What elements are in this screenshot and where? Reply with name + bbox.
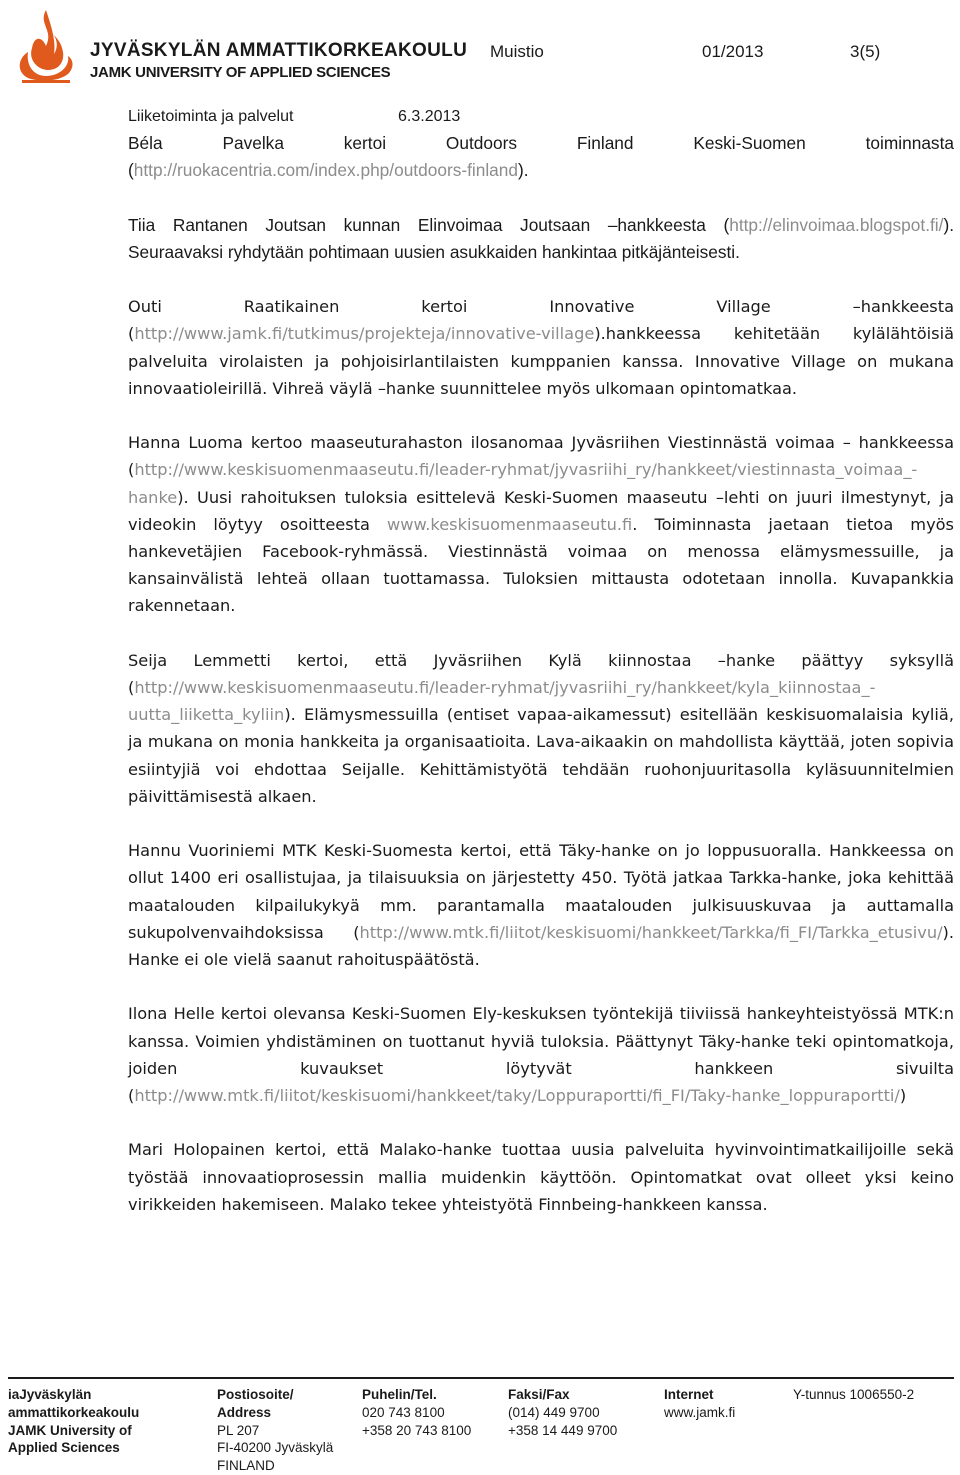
- link[interactable]: http://www.keskisuomenmaaseutu.fi/leader-ryhmat/jyvasriihi_ry/hankkeet/kyla_kiinnostaa_-uutta_liiketta_kyliin: [128, 678, 876, 725]
- link[interactable]: http://www.mtk.fi/liitot/keskisuomi/hankkeet/Tarkka/fi_FI/Tarkka_etusivu/: [359, 922, 943, 942]
- paragraph: Outi Raatikainen kertoi Innovative Village –hankkeesta (http://www.jamk.fi/tutkimus/projekteja/innovative-village).hankkeessa kehitetään kylälähtöisiä palveluita virolaisten ja pohjoisirlantilaisten kumppanien kanssa. Innovative Village on mukana innovaatioleirillä. Vihreä väylä –hanke suunnittelee myös ulkomaan opintomatkaa.: [128, 297, 954, 398]
- footer-business-id: Y-tunnus 1006550-2: [793, 1387, 915, 1402]
- link[interactable]: http://www.keskisuomenmaaseutu.fi/leader-ryhmat/jyvasriihi_ry/hankkeet/viestinnasta_voimaa_-hanke: [128, 460, 918, 507]
- footer-divider: [8, 1377, 954, 1379]
- paragraph: Seija Lemmetti kertoi, että Jyväsriihen Kylä kiinnostaa –hanke päättyy syksyllä (http://www.keskisuomenmaaseutu.fi/leader-ryhmat/jyvasriihi_ry/hankkeet/kyla_kiinnostaa_-uutta_liiketta_kyliin). Elämysmessuilla (entiset vapaa-aikamessut) esitellään keskisuomalaisia kyliä, ja mukana on monia hankkeita ja organisaatioita. Lava-aikaakin on mahdollista käyttää, joten sopivia esiintyjiä voi ehdottaa Seijalle. Kehittämistyötä tehdään ruohonjuuritasolla kyläsuunnitelmien päivittämisestä alkaen.: [128, 650, 954, 806]
- footer-phone: Puhelin/Tel. 020 743 8100 +358 20 743 8100: [362, 1387, 472, 1438]
- footer-address: Postiosoite/ Address PL 207 FI-40200 Jyväskylä FINLAND: [217, 1387, 334, 1474]
- paragraph: Ilona Helle kertoi olevansa Keski-Suomen Ely-keskuksen työntekijä tiiviissä hankeyhteistyössä MTK:n kanssa. Voimien yhdistäminen on tuottanut hyviä tuloksia. Päättynyt Täky-hanke teki opintomatkoja, joiden kuvaukset löytyvät hankkeen sivuilta (http://www.mtk.fi/liitot/keskisuomi/hankkeet/taky/Loppuraportti/fi_FI/Taky-hanke_loppuraportti/): [128, 1004, 954, 1106]
- paragraph: Hannu Vuoriniemi MTK Keski-Suomesta kertoi, että Täky-hanke on jo loppusuoralla. Hankkeessa on ollut 1400 eri osallistujaa, ja tilaisuuksia on järjestetty 450. Työtä jatkaa Tarkka-hanke, joka kehittää maatalouden kilpailukykyä mm. parantamalla maatalouden julkisuuskuvaa ja auttamalla sukupolvenvaihdoksissa (http://www.mtk.fi/liitot/keskisuomi/hankkeet/Tarkka/fi_FI/Tarkka_etusivu/). Hanke ei ole vielä saanut rahoituspäätöstä.: [128, 841, 954, 970]
- page-footer: [0, 1377, 960, 1474]
- logo-subtitle: JAMK UNIVERSITY OF APPLIED SCIENCES: [90, 64, 391, 81]
- link[interactable]: http://www.jamk.fi/tutkimus/projekteja/innovative-village: [134, 324, 595, 344]
- footer-internet: Internet www.jamk.fi: [664, 1387, 736, 1420]
- link[interactable]: http://elinvoimaa.blogspot.fi/: [729, 214, 944, 235]
- website-link[interactable]: www.jamk.fi: [664, 1404, 736, 1420]
- link[interactable]: http://ruokacentria.com/index.php/outdoors-finland: [133, 160, 519, 181]
- paragraph: Tiia Rantanen Joutsan kunnan Elinvoimaa Joutsaan –hankkeesta (http://elinvoimaa.blogspot.fi/). Seuraavaksi ryhdytään pohtimaan uusien asukkaiden hankintaa pitkäjänteisesti.: [128, 214, 954, 262]
- paragraph: Mari Holopainen kertoi, että Malako-hanke tuottaa uusia palveluita hyvinvointimatkailijoille sekä työstää innovaatioprosessin mallia muidenkin käyttöön. Opintomatkat ovat olleet yksi keino virikkeiden hakemiseen. Malako tekee yhteistyötä Finnbeing-hankkeen kanssa.: [128, 1140, 954, 1214]
- link[interactable]: www.keskisuomenmaaseutu.fi: [387, 514, 633, 534]
- logo-title: JYVÄSKYLÄN AMMATTIKORKEAKOULU: [90, 40, 468, 61]
- paragraph: Béla Pavelka kertoi Outdoors Finland Keski-Suomen toiminnasta (http://ruokacentria.com/index.php/outdoors-finland).: [128, 133, 954, 181]
- link[interactable]: http://www.mtk.fi/liitot/keskisuomi/hankkeet/taky/Loppuraportti/fi_FI/Taky-hanke_loppuraportti/: [134, 1086, 900, 1106]
- jamk-logo: [8, 6, 468, 86]
- footer-fax: Faksi/Fax (014) 449 9700 +358 14 449 9700: [508, 1387, 618, 1438]
- jamk-flame-icon: [8, 6, 84, 86]
- paragraph: Hanna Luoma kertoo maaseuturahaston ilosanomaa Jyväsriihen Viestinnästä voimaa – hankkeessa (http://www.keskisuomenmaaseutu.fi/leader-ryhmat/jyvasriihi_ry/hankkeet/viestinnasta_voimaa_-hanke). Uusi rahoituksen tuloksia esittelevä Keski-Suomen maaseutu –lehti on juuri ilmestynyt, ja videokin löytyy osoitteesta www.keskisuomenmaaseutu.fi. Toiminnasta jaetaan tietoa myös hankevetäjien Facebook-ryhmässä. Viestinnästä voimaa on menossa elämysmessuille, ja kansainvälistä lehteä ollaan tuottamassa. Tuloksien mittausta odotetaan innolla. Kuvapankkia rakennetaan.: [128, 433, 954, 616]
- document-type: Muistio: [490, 42, 544, 61]
- footer-organization: iaJyväskylän ammattikorkeakoulu JAMK University of Applied Sciences: [8, 1387, 140, 1456]
- minutes-body: [128, 130, 954, 1245]
- document-number: 01/2013: [702, 42, 764, 61]
- document-date: 6.3.2013: [398, 108, 461, 125]
- department: Liiketoiminta ja palvelut: [128, 108, 294, 125]
- page-number: 3(5): [850, 42, 881, 61]
